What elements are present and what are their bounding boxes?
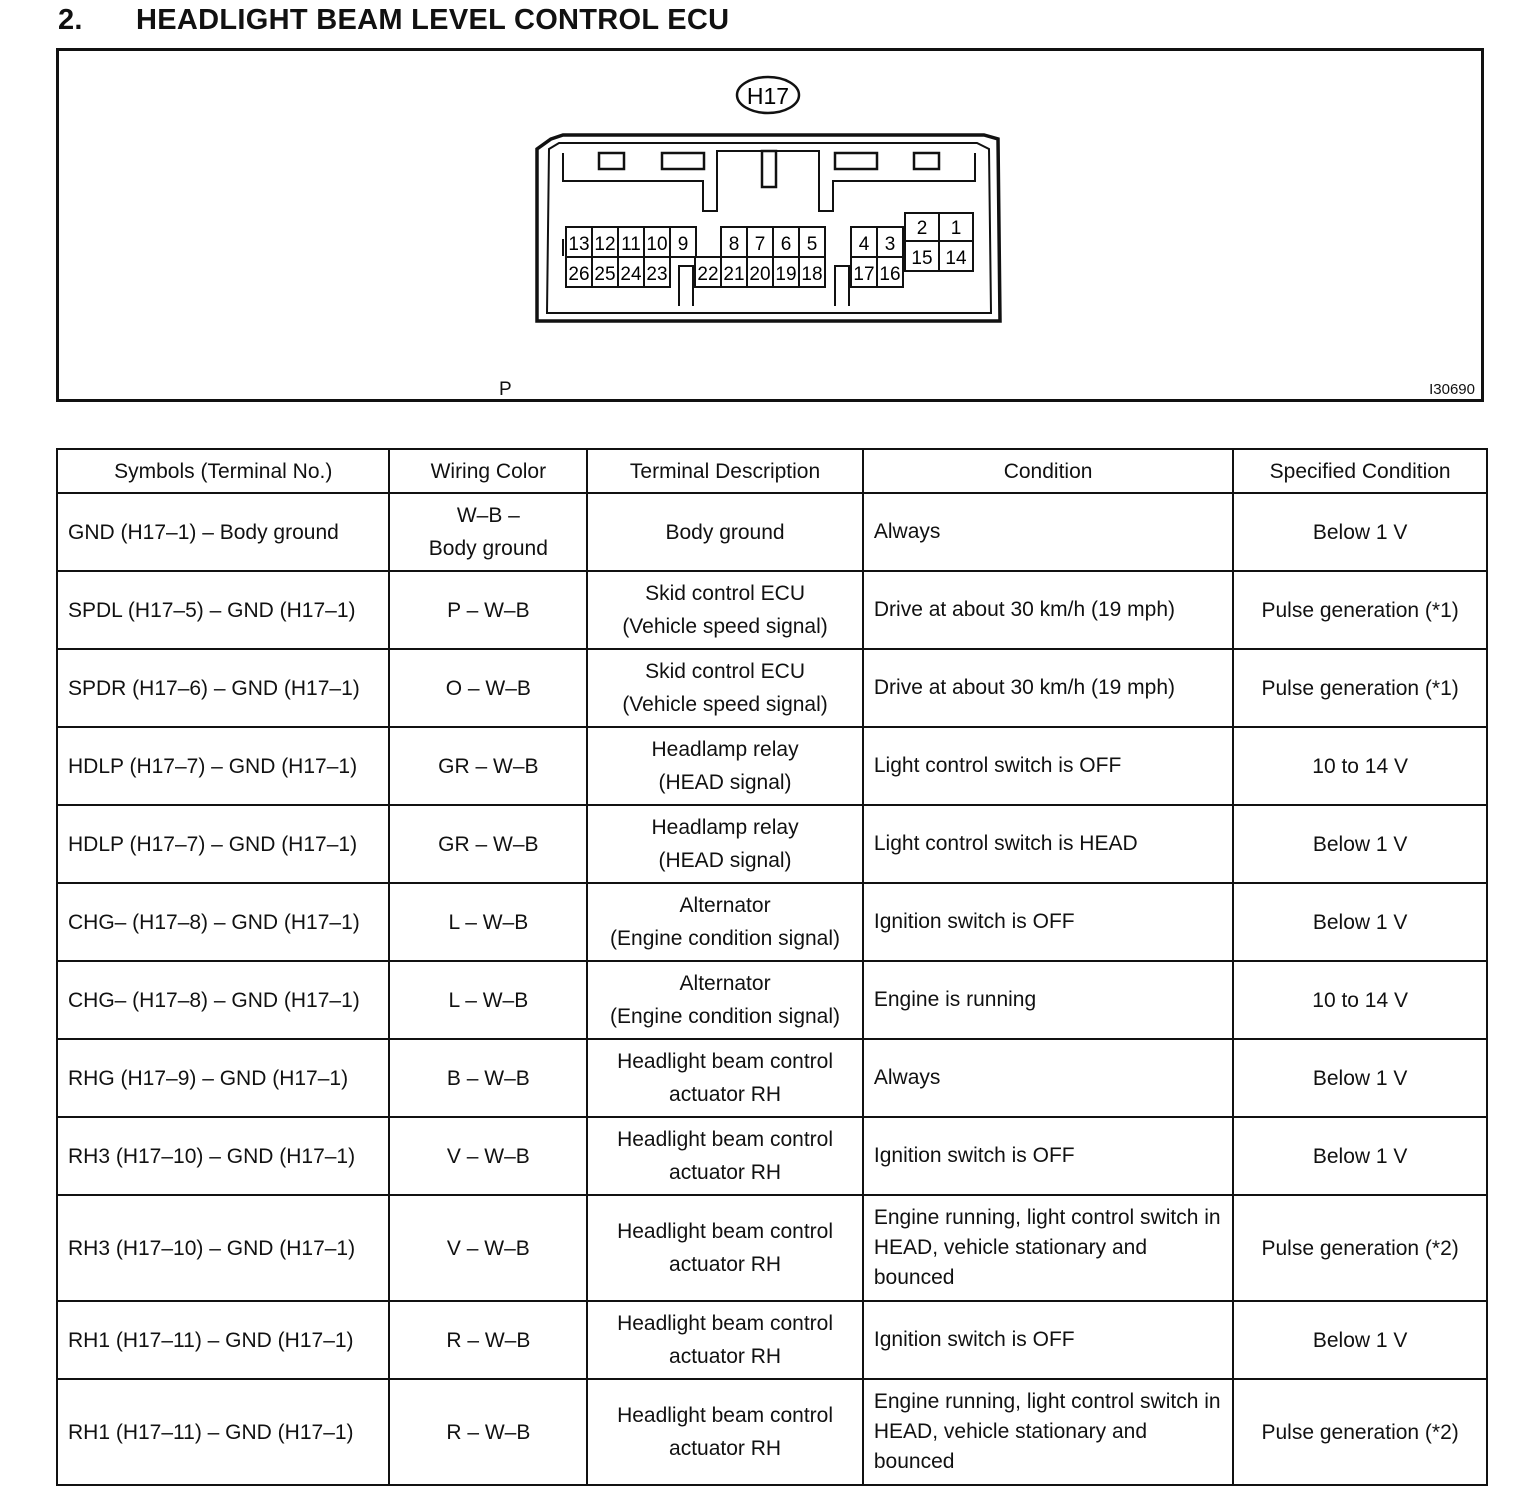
wiring-color-cell <box>389 493 587 571</box>
table-row <box>57 1039 1487 1117</box>
terminal-description: Body ground <box>665 520 785 544</box>
specified-condition: Below 1 V <box>1312 520 1408 544</box>
specified-condition-cell <box>1233 649 1487 727</box>
wiring-color: P – W–B <box>447 598 530 622</box>
connector-figure <box>56 48 1484 402</box>
connector-id-label: H17 <box>746 83 790 109</box>
specified-condition: Pulse generation (*1) <box>1261 676 1459 700</box>
condition-text: Ignition switch is OFF <box>873 910 1075 933</box>
symbol-cell <box>57 493 389 571</box>
table-row <box>57 961 1487 1039</box>
table-header-row <box>57 449 1487 493</box>
condition-cell <box>863 571 1233 649</box>
header-condition: Condition <box>863 449 1233 493</box>
table-row <box>57 1301 1487 1379</box>
condition-cell <box>863 805 1233 883</box>
terminal-description: Headlamp relay <box>651 816 799 839</box>
wiring-color: V – W–B <box>446 1144 530 1168</box>
terminal-symbol: RH3 (H17–10) – GND (H17–1) <box>68 1236 356 1260</box>
terminal-description-cell <box>587 1117 863 1195</box>
latch-slot-4 <box>914 153 939 169</box>
specified-condition: 10 to 14 V <box>1312 988 1409 1012</box>
terminal-number: 5 <box>806 234 818 255</box>
specified-condition-cell <box>1233 1039 1487 1117</box>
condition-cell <box>863 727 1233 805</box>
terminal-symbol: CHG– (H17–8) – GND (H17–1) <box>68 988 360 1012</box>
lower-key-left <box>679 266 693 306</box>
terminal-number: 2 <box>916 218 928 239</box>
terminal-description-cont: actuator RH <box>669 1161 782 1184</box>
terminal-description-cont: (Engine condition signal) <box>610 1005 841 1028</box>
terminal-description-cell <box>587 883 863 961</box>
specified-condition-cell <box>1233 493 1487 571</box>
terminal-description-cont: actuator RH <box>669 1345 782 1368</box>
terminal-number: 9 <box>677 234 689 255</box>
condition-text: Light control switch is HEAD <box>873 832 1138 855</box>
connector-color-label: P <box>499 379 512 400</box>
terminal-description: Skid control ECU <box>645 582 805 605</box>
terminal-symbol: RHG (H17–9) – GND (H17–1) <box>68 1066 349 1090</box>
table-row <box>57 649 1487 727</box>
latch-slot-1 <box>599 153 624 169</box>
terminal-number: 19 <box>775 264 797 285</box>
terminal-description-cont: actuator RH <box>669 1437 782 1460</box>
terminal-number: 7 <box>754 234 766 255</box>
terminal-number: 14 <box>945 248 967 269</box>
header-terminal-description: Terminal Description <box>587 449 863 493</box>
specified-condition-cell <box>1233 961 1487 1039</box>
symbol-cell <box>57 649 389 727</box>
terminal-description-cell <box>587 805 863 883</box>
terminal-number: 11 <box>621 234 641 255</box>
terminal-description-cont: (Vehicle speed signal) <box>622 615 828 638</box>
specified-condition: Pulse generation (*2) <box>1261 1236 1459 1260</box>
terminal-description-cell <box>587 493 863 571</box>
terminal-number: 16 <box>879 264 901 285</box>
table-row <box>57 1195 1487 1301</box>
terminal-number: 22 <box>697 264 719 285</box>
wiring-color-cell <box>389 1301 587 1379</box>
terminal-description-cell <box>587 571 863 649</box>
wiring-color-cell <box>389 1195 587 1301</box>
terminal-symbol: SPDL (H17–5) – GND (H17–1) <box>68 598 356 622</box>
terminal-number: 23 <box>646 264 668 285</box>
wiring-color: R – W–B <box>446 1420 531 1444</box>
condition-cell <box>863 1195 1233 1301</box>
table-row <box>57 571 1487 649</box>
header-wiring-color: Wiring Color <box>389 449 587 493</box>
table-row <box>57 805 1487 883</box>
condition-text: Engine running, light control switch in HEAD, vehicle stationary and bounced <box>873 1390 1221 1473</box>
wiring-color: O – W–B <box>445 676 531 700</box>
terminal-description-cont: actuator RH <box>669 1253 782 1276</box>
condition-cell <box>863 1039 1233 1117</box>
symbol-cell <box>57 727 389 805</box>
terminal-description-cont: (HEAD signal) <box>658 849 792 872</box>
condition-cell <box>863 1117 1233 1195</box>
specified-condition-cell <box>1233 571 1487 649</box>
terminal-description-cont: (Vehicle speed signal) <box>622 693 828 716</box>
terminal-symbol: SPDR (H17–6) – GND (H17–1) <box>68 676 360 700</box>
condition-cell <box>863 649 1233 727</box>
terminal-symbol: HDLP (H17–7) – GND (H17–1) <box>68 754 358 778</box>
terminal-description: Headlight beam control <box>617 1220 834 1243</box>
terminal-symbol: HDLP (H17–7) – GND (H17–1) <box>68 832 358 856</box>
condition-cell <box>863 493 1233 571</box>
figure-id: I30690 <box>1429 381 1475 398</box>
wiring-color-cell <box>389 649 587 727</box>
section-title <box>58 4 729 37</box>
symbol-cell <box>57 1117 389 1195</box>
terminal-description: Headlight beam control <box>617 1050 834 1073</box>
terminal-description: Alternator <box>679 894 771 917</box>
header-symbols: Symbols (Terminal No.) <box>57 449 389 493</box>
condition-text: Ignition switch is OFF <box>873 1144 1075 1167</box>
connector-diagram <box>59 51 1481 399</box>
terminal-spec-table <box>56 448 1488 1486</box>
terminal-description: Skid control ECU <box>645 660 805 683</box>
table-row <box>57 883 1487 961</box>
terminal-number: 8 <box>728 234 740 255</box>
specified-condition-cell <box>1233 1117 1487 1195</box>
table-row <box>57 1379 1487 1485</box>
section-heading: HEADLIGHT BEAM LEVEL CONTROL ECU <box>136 4 730 36</box>
terminal-symbol: RH1 (H17–11) – GND (H17–1) <box>68 1328 354 1352</box>
table-row <box>57 727 1487 805</box>
terminal-description-cell <box>587 1039 863 1117</box>
condition-text: Engine is running <box>873 988 1037 1011</box>
specified-condition: Below 1 V <box>1312 1328 1408 1352</box>
specified-condition-cell <box>1233 1301 1487 1379</box>
condition-cell <box>863 961 1233 1039</box>
specified-condition: Pulse generation (*1) <box>1261 598 1459 622</box>
specified-condition-cell <box>1233 1379 1487 1485</box>
terminal-symbol: CHG– (H17–8) – GND (H17–1) <box>68 910 360 934</box>
condition-text: Drive at about 30 km/h (19 mph) <box>873 676 1176 699</box>
terminal-description-cont: (Engine condition signal) <box>610 927 841 950</box>
specified-condition: 10 to 14 V <box>1312 754 1409 778</box>
wiring-color: W–B – <box>456 504 520 527</box>
specified-condition: Below 1 V <box>1312 910 1408 934</box>
terminal-number: 1 <box>950 218 962 239</box>
terminal-description: Headlight beam control <box>617 1312 834 1335</box>
condition-cell <box>863 1301 1233 1379</box>
table-row <box>57 493 1487 571</box>
terminal-number: 4 <box>858 234 870 255</box>
terminal-description: Headlight beam control <box>617 1128 834 1151</box>
wiring-color-cell <box>389 961 587 1039</box>
terminal-number: 15 <box>911 248 933 269</box>
wiring-color-cell <box>389 571 587 649</box>
terminal-symbol: RH3 (H17–10) – GND (H17–1) <box>68 1144 356 1168</box>
condition-cell <box>863 883 1233 961</box>
section-number: 2. <box>58 4 83 36</box>
latch-slot-3 <box>835 153 877 169</box>
condition-text: Always <box>873 520 941 543</box>
terminal-number: 20 <box>749 264 771 285</box>
terminal-description-cell <box>587 961 863 1039</box>
terminal-number: 17 <box>853 264 875 285</box>
specified-condition-cell <box>1233 883 1487 961</box>
terminal-description: Alternator <box>679 972 771 995</box>
center-key <box>762 151 776 187</box>
symbol-cell <box>57 1195 389 1301</box>
specified-condition: Below 1 V <box>1312 1144 1408 1168</box>
specified-condition-cell <box>1233 805 1487 883</box>
terminal-number: 24 <box>620 264 642 285</box>
specified-condition: Below 1 V <box>1312 1066 1408 1090</box>
condition-text: Always <box>873 1066 941 1089</box>
wiring-color-cont: Body ground <box>428 537 548 560</box>
terminal-description: Headlight beam control <box>617 1404 834 1427</box>
terminal-cells <box>566 213 973 287</box>
wiring-color: B – W–B <box>446 1066 530 1090</box>
wiring-color-cell <box>389 805 587 883</box>
specified-condition: Below 1 V <box>1312 832 1408 856</box>
terminal-description-cell <box>587 1379 863 1485</box>
wiring-color-cell <box>389 727 587 805</box>
wiring-color: GR – W–B <box>438 832 539 856</box>
wiring-color: V – W–B <box>446 1236 530 1260</box>
symbol-cell <box>57 1379 389 1485</box>
terminal-description-cell <box>587 649 863 727</box>
terminal-number: 10 <box>646 234 668 255</box>
symbol-cell <box>57 961 389 1039</box>
terminal-number: 6 <box>780 234 792 255</box>
symbol-cell <box>57 571 389 649</box>
condition-cell <box>863 1379 1233 1485</box>
wiring-color: R – W–B <box>446 1328 531 1352</box>
terminal-number: 26 <box>568 264 590 285</box>
terminal-number: 13 <box>568 234 590 255</box>
wiring-color: L – W–B <box>448 910 529 934</box>
symbol-cell <box>57 1039 389 1117</box>
condition-text: Engine running, light control switch in HEAD, vehicle stationary and bounced <box>873 1206 1221 1289</box>
specified-condition: Pulse generation (*2) <box>1261 1420 1459 1444</box>
wiring-color-cell <box>389 1117 587 1195</box>
terminal-number: 3 <box>884 234 896 255</box>
terminal-number: 21 <box>723 264 745 285</box>
terminal-description-cell <box>587 1301 863 1379</box>
terminal-number: 25 <box>594 264 616 285</box>
symbol-cell <box>57 805 389 883</box>
specified-condition-cell <box>1233 727 1487 805</box>
wiring-color-cell <box>389 1039 587 1117</box>
wiring-color-cell <box>389 883 587 961</box>
terminal-symbol: GND (H17–1) – Body ground <box>68 520 339 544</box>
terminal-number: 12 <box>594 234 616 255</box>
condition-text: Ignition switch is OFF <box>873 1328 1075 1351</box>
symbol-cell <box>57 883 389 961</box>
terminal-number: 18 <box>801 264 823 285</box>
specified-condition-cell <box>1233 1195 1487 1301</box>
latch-slot-2 <box>662 153 704 169</box>
table-row <box>57 1117 1487 1195</box>
wiring-color-cell <box>389 1379 587 1485</box>
terminal-description-cell <box>587 1195 863 1301</box>
symbol-cell <box>57 1301 389 1379</box>
condition-text: Light control switch is OFF <box>873 754 1122 777</box>
lower-key-right <box>835 266 849 306</box>
condition-text: Drive at about 30 km/h (19 mph) <box>873 598 1176 621</box>
header-specified-condition: Specified Condition <box>1233 449 1487 493</box>
terminal-symbol: RH1 (H17–11) – GND (H17–1) <box>68 1420 354 1444</box>
terminal-description-cont: (HEAD signal) <box>658 771 792 794</box>
terminal-description-cont: actuator RH <box>669 1083 782 1106</box>
terminal-description: Headlamp relay <box>651 738 799 761</box>
wiring-color: GR – W–B <box>438 754 539 778</box>
terminal-description-cell <box>587 727 863 805</box>
wiring-color: L – W–B <box>448 988 529 1012</box>
